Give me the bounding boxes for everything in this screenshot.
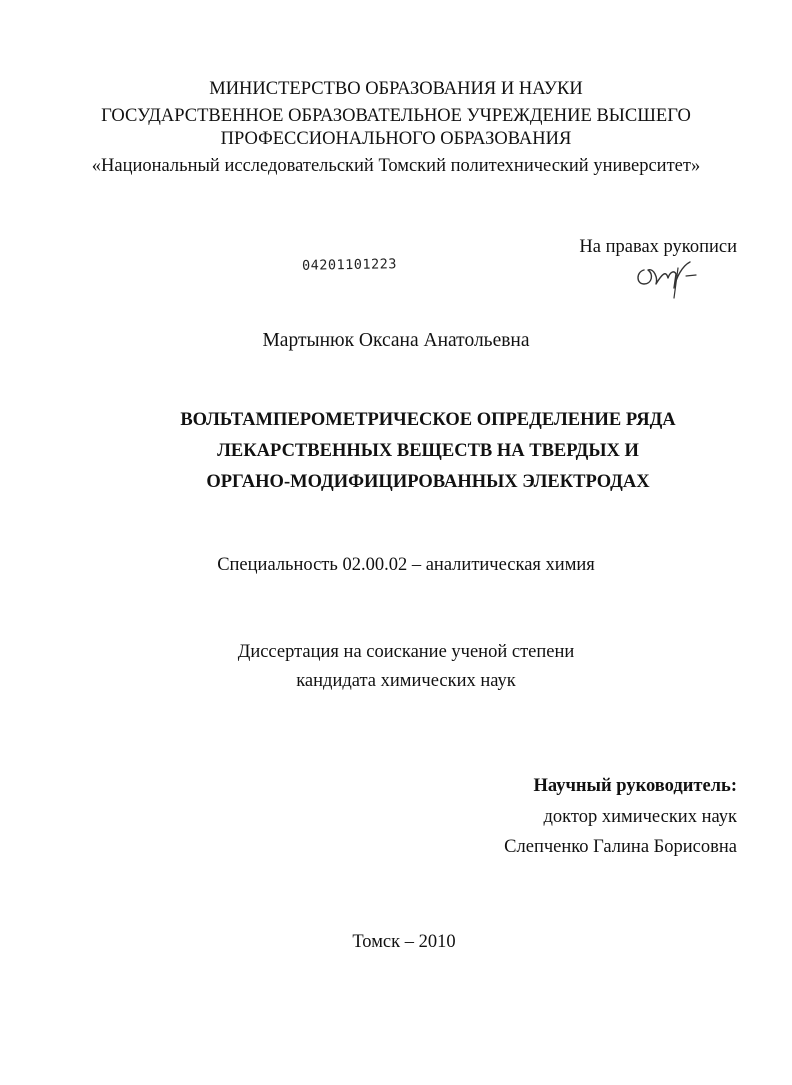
advisor-name: Слепченко Галина Борисовна (504, 837, 737, 857)
thesis-title-line-1: ВОЛЬТАМПЕРОМЕТРИЧЕСКОЕ ОПРЕДЕЛЕНИЕ РЯДА (180, 410, 676, 430)
thesis-title-line-3: ОРГАНО-МОДИФИЦИРОВАННЫХ ЭЛЕКТРОДАХ (206, 472, 650, 492)
registration-code: 04201101223 (301, 256, 398, 274)
place-year: Томск – 2010 (352, 932, 456, 952)
signature-icon (630, 248, 700, 300)
university-line: «Национальный исследовательский Томский политехнический университет» (91, 156, 701, 176)
advisor-heading: Научный руководитель: (533, 776, 737, 796)
specialty-line: Специальность 02.00.02 – аналитическая химия (217, 555, 595, 575)
degree-line-2: кандидата химических наук (296, 671, 516, 691)
institution-line-1: ГОСУДАРСТВЕННОЕ ОБРАЗОВАТЕЛЬНОЕ УЧРЕЖДЕНИЕ ВЫСШЕГО (101, 106, 691, 126)
institution-line-2: ПРОФЕССИОНАЛЬНОГО ОБРАЗОВАНИЯ (220, 129, 572, 149)
ministry-line: МИНИСТЕРСТВО ОБРАЗОВАНИЯ И НАУКИ (209, 79, 583, 99)
advisor-rank: доктор химических наук (543, 807, 737, 827)
manuscript-note: На правах рукописи (579, 237, 737, 257)
degree-line-1: Диссертация на соискание ученой степени (237, 642, 575, 662)
author-name: Мартынюк Оксана Анатольевна (262, 330, 530, 351)
thesis-title-line-2: ЛЕКАРСТВЕННЫХ ВЕЩЕСТВ НА ТВЕРДЫХ И (217, 441, 639, 461)
